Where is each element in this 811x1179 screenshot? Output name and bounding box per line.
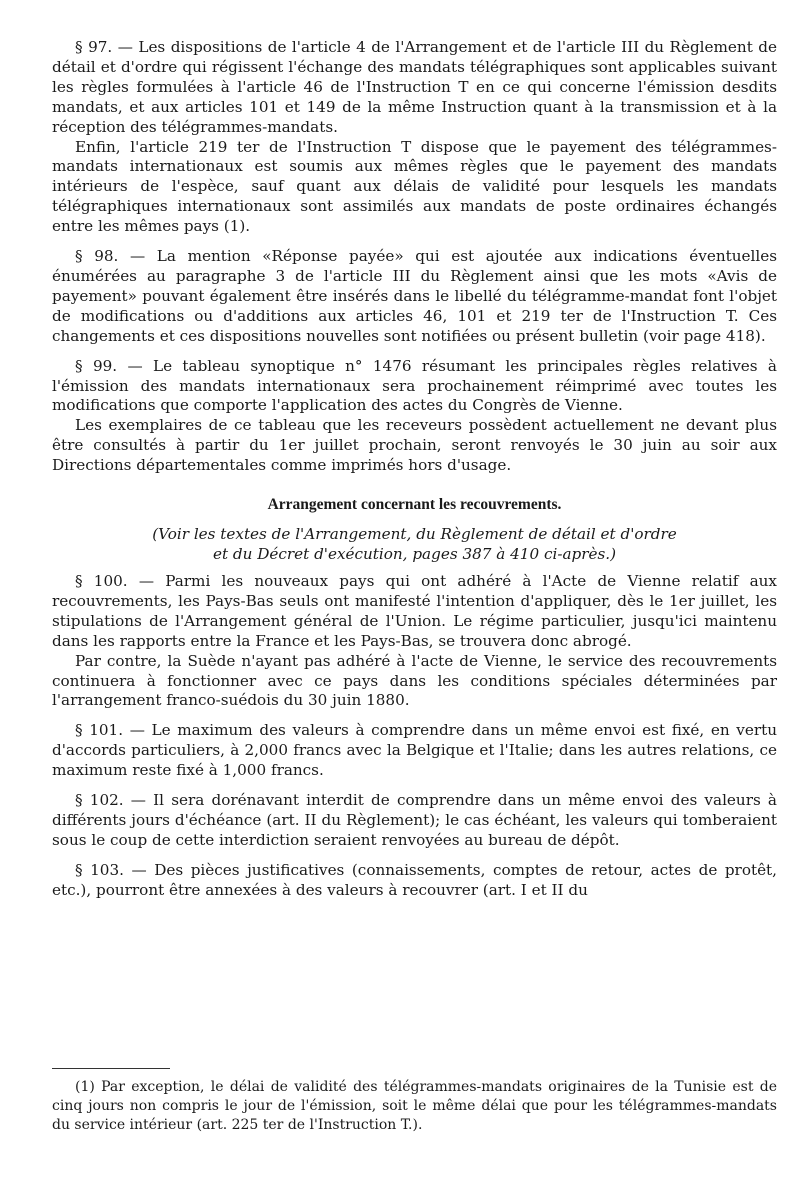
footnote-divider (52, 1068, 170, 1069)
paragraph-97-continued: Enfin, l'article 219 ter de l'Instruction T dispose que le payement des télégrammes-mandats internationaux est soumis aux mêmes règles que le payement des mandats intérieurs de l'espèce, sauf quant aux délais de validité pour lesquels les mandats télégraphiques internationaux sont assimilés aux mandats de poste ordinaires échangés entre les mêmes pays (1). (52, 137, 777, 236)
section-title: Arrangement concernant les recouvrements. (267, 496, 562, 514)
section-subtitle-line-2: et du Décret d'exécution, pages 387 à 410 ci-après.) (212, 545, 617, 564)
paragraph-99: § 99. — Le tableau synoptique n° 1476 résumant les principales règles relatives à l'émission des mandats internationaux sera prochainement réimprimé avec toutes les modifications que comporte l'application des actes du Congrès de Vienne. (52, 356, 777, 415)
paragraph-99-continued: Les exemplaires de ce tableau que les receveurs possèdent actuellement ne devant plus être consultés à partir du 1er juillet prochain, seront renvoyés le 30 juin au soir aux Directions départementales comme imprimés hors d'usage. (52, 416, 777, 475)
footnote: (1) Par exception, le délai de validité des télégrammes-mandats originaires de la Tunisie est de cinq jours non compris le jour de l'émission, soit le même délai que pour les télégrammes-mandats du service intérieur (art. 225 ter de l'Instruction T.). (52, 1079, 777, 1133)
paragraph-102: § 102. — Il sera dorénavant interdit de comprendre dans un même envoi des valeurs à différents jours d'échéance (art. II du Règlement); le cas échéant, les valeurs qui tomberaient sous le coup de cette interdiction seraient renvoyées au bureau de dépôt. (52, 791, 777, 849)
paragraph-100-continued: Par contre, la Suède n'ayant pas adhéré à l'acte de Vienne, le service des recouvrements continuera à fonctionner avec ce pays dans les conditions spéciales déterminées par l'arrangement franco-suédois du 30 juin 1880. (52, 651, 777, 710)
paragraph-98: § 98. — La mention «Réponse payée» qui est ajoutée aux indications éventuelles énumérées au paragraphe 3 de l'article III du Règlement ainsi que les mots «Avis de payement» pouvant également être insérés dans le libellé du télégramme-mandat font l'objet de modifications ou d'additions aux articles 46, 101 et 219 ter de l'Instruction T. Ces changements et ces dispositions nouvelles sont notifiées ou présent bulletin (voir page 418). (52, 247, 777, 345)
paragraph-101: § 101. — Le maximum des valeurs à comprendre dans un même envoi est fixé, en vertu d'accords particuliers, à 2,000 francs avec la Belgique et l'Italie; dans les autres relations, ce maximum reste fixé à 1,000 francs. (52, 721, 777, 780)
paragraph-100: § 100. — Parmi les nouveaux pays qui ont adhéré à l'Acte de Vienne relatif aux recouvrements, les Pays-Bas seuls ont manifesté l'intention d'appliquer, dès le 1er juillet, les stipulations de l'Arrangement général de l'Union. Le régime particulier, jusqu'ici maintenu dans les rapports entre la France et les Pays-Bas, se trouvera donc abrogé. (52, 572, 777, 650)
section-subtitle-line-1: (Voir les textes de l'Arrangement, du Règlement de détail et d'ordre (152, 525, 677, 544)
section-subtitle (52, 524, 777, 564)
paragraph-97: § 97. — Les dispositions de l'article 4 de l'Arrangement et de l'article III du Règlement de détail et d'ordre qui régissent l'échange des mandats télégraphiques sont applicables suivant les règles formulées à l'article 46 de l'Instruction T en ce qui concerne l'émission desdits mandats, et aux articles 101 et 149 de la même Instruction quant à la transmission et à la réception des télégrammes-mandats. (52, 38, 777, 136)
paragraph-103: § 103. — Des pièces justificatives (connaissements, comptes de retour, actes de protêt, etc.), pourront être annexées à des valeurs à recouvrer (art. I et II du (52, 860, 777, 899)
